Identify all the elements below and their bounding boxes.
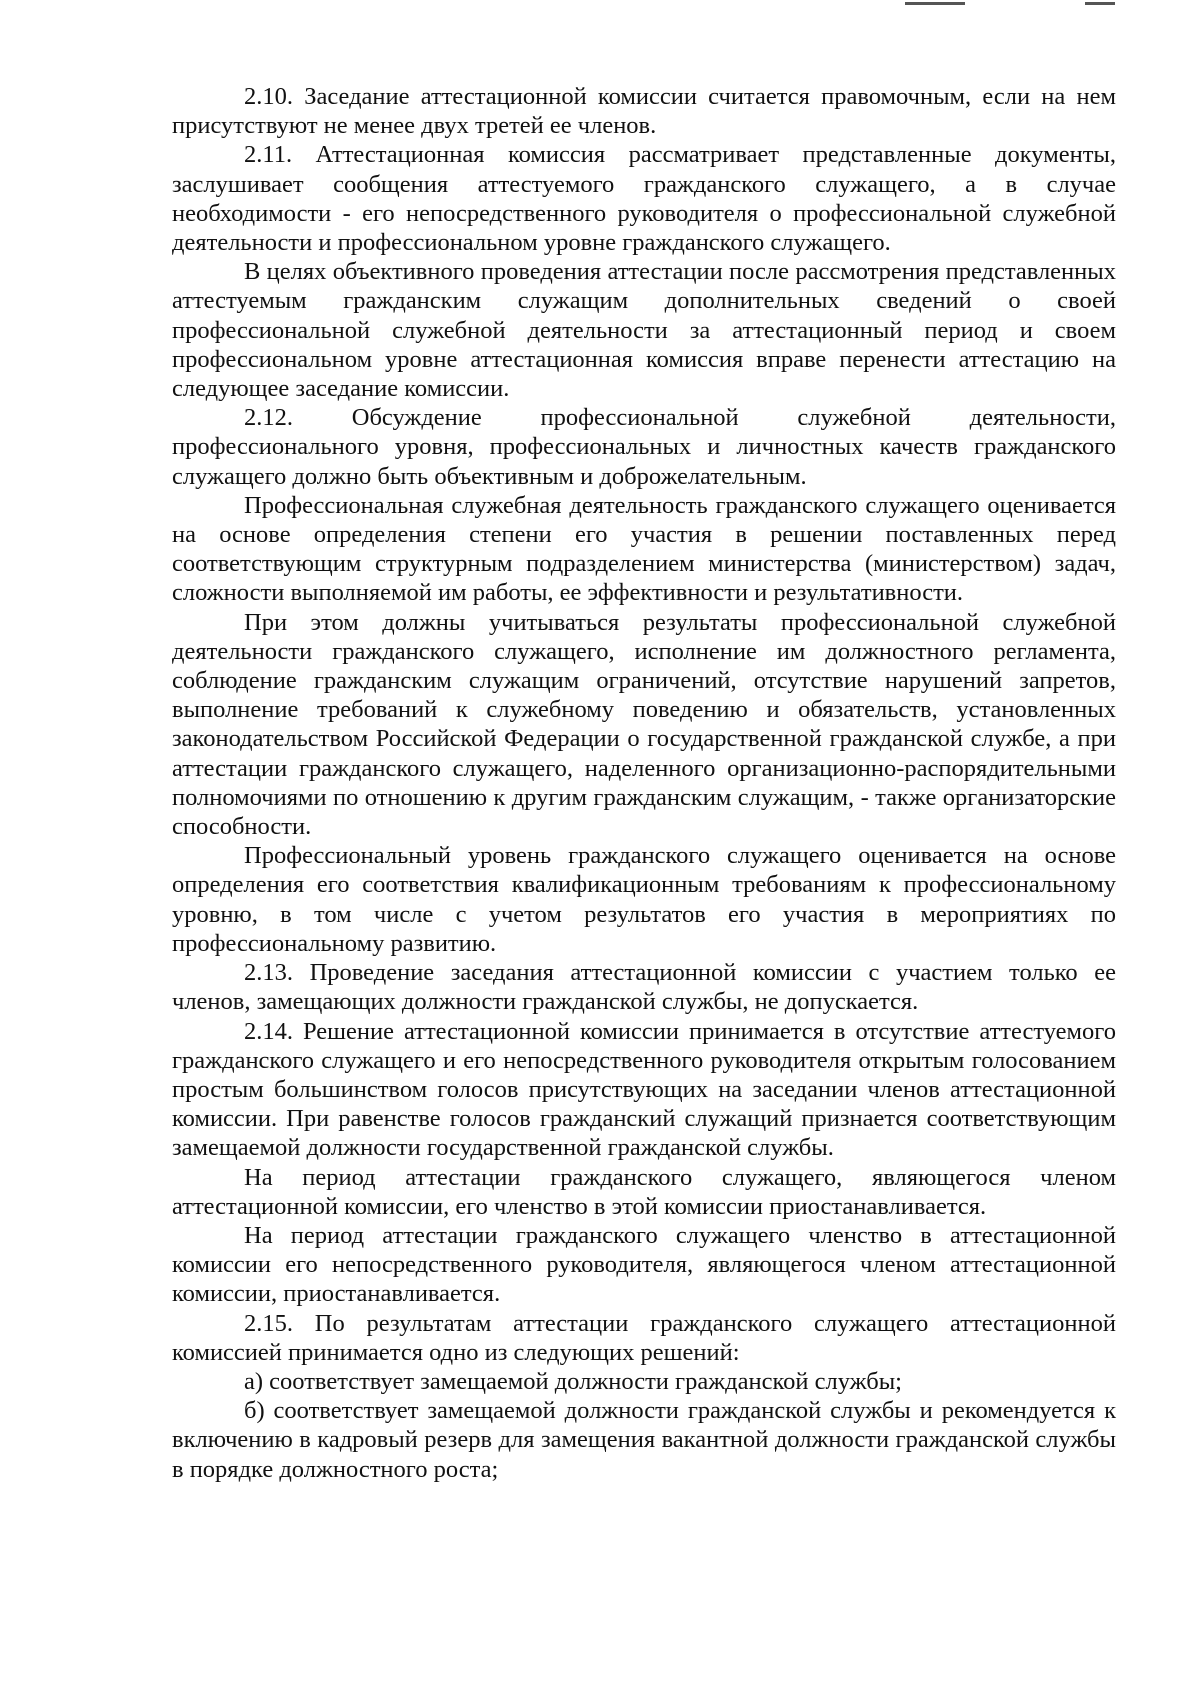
paragraph-2-14: 2.14. Решение аттестационной комиссии принимается в отсутствие аттестуемого гражданского служащего и его непосредственного руководителя открытым голосованием простым большинством голосов присутствующих на заседании членов аттестационной комиссии. При равенстве голосов гражданский служащий признается соответствующим замещаемой должности государственной гражданской службы. — [172, 1017, 1116, 1162]
paragraph-2-12: 2.12. Обсуждение профессиональной служебной деятельности, профессионального уровня, профессиональных и личностных качеств гражданского служащего должно быть объективным и доброжелательным. — [172, 404, 1116, 490]
paragraph-2-15: 2.15. По результатам аттестации гражданского служащего аттестационной комиссией принимается одно из следующих решений: — [172, 1309, 1116, 1366]
paragraph-2-13: 2.13. Проведение заседания аттестационной комиссии с участием только ее членов, замещающих должности гражданской службы, не допускается. — [172, 959, 1116, 1016]
paragraph-professional-level: Профессиональный уровень гражданского служащего оценивается на основе определения его соответствия квалификационным требованиям к профессиональному уровню, в том числе с учетом результатов его участия в мероприятиях по профессиональному развитию. — [172, 842, 1116, 957]
list-item-b: б) соответствует замещаемой должности гражданской службы и рекомендуется к включению в кадровый резерв для замещения вакантной должности гражданской службы в порядке должностного роста; — [172, 1397, 1116, 1483]
paragraph-professional-activity: Профессиональная служебная деятельность гражданского служащего оценивается на основе определения степени его участия в решении поставленных перед соответствующим структурным подразделением министерства (министерством) задач, сложности выполняемой им работы, ее эффективности и результативности. — [172, 491, 1116, 607]
paragraph-2-11: 2.11. Аттестационная комиссия рассматривает представленные документы, заслушивает сообщения аттестуемого гражданского служащего, а в случае необходимости - его непосредственного руководителя о профессиональной служебной деятельности и профессиональном уровне гражданского служащего. — [172, 141, 1116, 257]
paragraph-manager-suspension: На период аттестации гражданского служащего членство в аттестационной комиссии его непосредственного руководителя, являющегося членом аттестационной комиссии, приостанавливается. — [172, 1221, 1116, 1308]
list-item-a: а) соответствует замещаемой должности гражданской службы; — [244, 1367, 902, 1395]
scan-artifact — [1085, 2, 1115, 5]
document-page — [172, 82, 1116, 1484]
paragraph-2-11-continued: В целях объективного проведения аттестации после рассмотрения представленных аттестуемым гражданским служащим дополнительных сведений о своей профессиональной служебной деятельности за аттестационный период и своем профессиональном уровне аттестационная комиссия вправе перенести аттестацию на следующее заседание комиссии. — [172, 258, 1116, 403]
paragraph-2-10: 2.10. Заседание аттестационной комиссии считается правомочным, если на нем присутствуют не менее двух третей ее членов. — [172, 83, 1116, 140]
scan-artifact — [905, 2, 965, 5]
paragraph-evaluation-criteria: При этом должны учитываться результаты профессиональной служебной деятельности гражданского служащего, исполнение им должностного регламента, соблюдение гражданским служащим ограничений, отсутствие нарушений запретов, выполнение требований к служебному поведению и обязательств, установленных законодательством Российской Федерации о государственной гражданской службе, а при аттестации гражданского служащего, наделенного организационно-распорядительными полномочиями по отношению к другим гражданским служащим, - также организаторские способности. — [172, 608, 1116, 841]
paragraph-member-suspension: На период аттестации гражданского служащего, являющегося членом аттестационной комиссии, его членство в этой комиссии приостанавливается. — [172, 1163, 1116, 1220]
